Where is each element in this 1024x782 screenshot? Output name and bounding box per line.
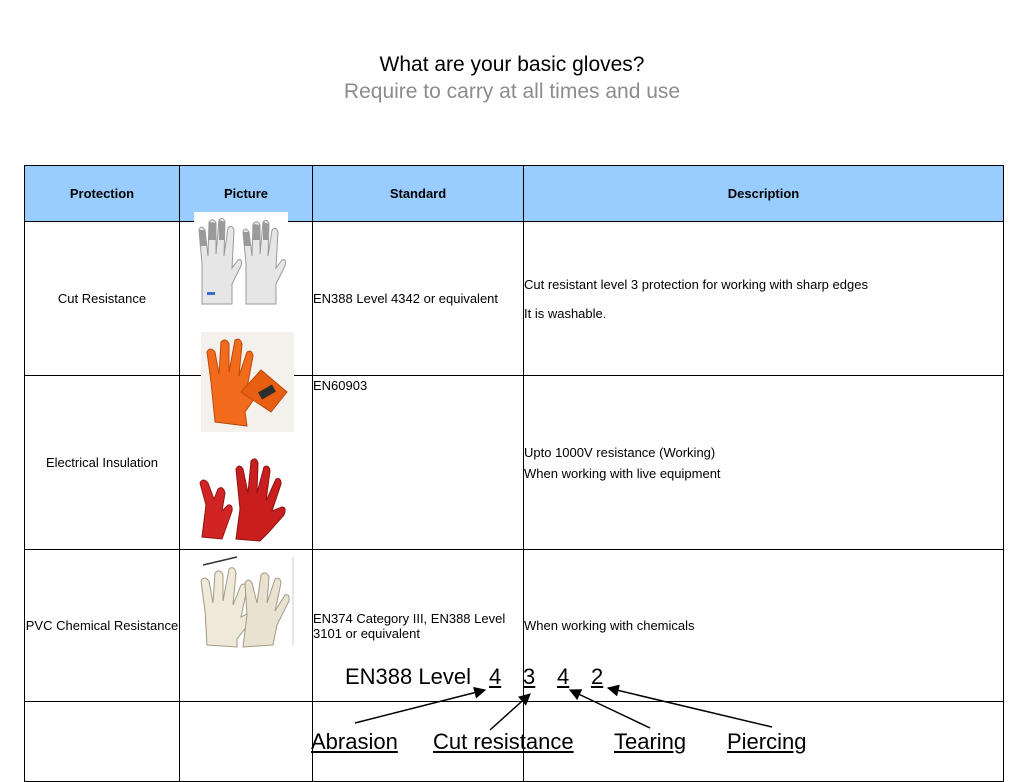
standard-cell: EN374 Category III, EN388 Level 3101 or equivalent (313, 550, 524, 702)
description-line: It is washable. (524, 305, 607, 321)
description-line: Upto 1000V resistance (Working) (524, 444, 716, 460)
protection-cell: Cut Resistance (25, 222, 180, 376)
en388-level-prefix: EN388 Level (345, 664, 471, 689)
column-header-picture: Picture (180, 166, 313, 222)
arrow-abrasion (355, 690, 485, 723)
column-header-description: Description (524, 166, 1004, 222)
protection-cell: Electrical Insulation (25, 376, 180, 550)
en388-digit-abrasion: 4 (489, 664, 502, 689)
description-line: Cut resistant level 3 protection for working with sharp edges (524, 276, 868, 292)
column-header-protection: Protection (25, 166, 180, 222)
label-tearing: Tearing (614, 729, 687, 754)
page-subtitle: Require to carry at all times and use (343, 80, 681, 103)
en388-digit-cut: 3 (523, 664, 536, 689)
en388-digit-tearing: 4 (557, 664, 570, 689)
standard-cell: EN388 Level 4342 or equivalent (313, 222, 524, 376)
arrow-piercing (608, 688, 772, 727)
description-line: When working with live equipment (524, 465, 721, 481)
label-piercing: Piercing (727, 729, 807, 754)
arrow-cut-resistance (490, 694, 530, 730)
en388-digit-piercing: 2 (591, 664, 604, 689)
description-line: When working with chemicals (524, 618, 695, 633)
protection-cell: PVC Chemical Resistance (25, 550, 180, 702)
label-abrasion: Abrasion (311, 729, 398, 754)
standard-cell: EN60903 (313, 376, 524, 550)
column-header-standard: Standard (313, 166, 524, 222)
page-title: What are your basic gloves? (379, 53, 645, 76)
label-cut-resistance: Cut resistance (433, 729, 574, 754)
